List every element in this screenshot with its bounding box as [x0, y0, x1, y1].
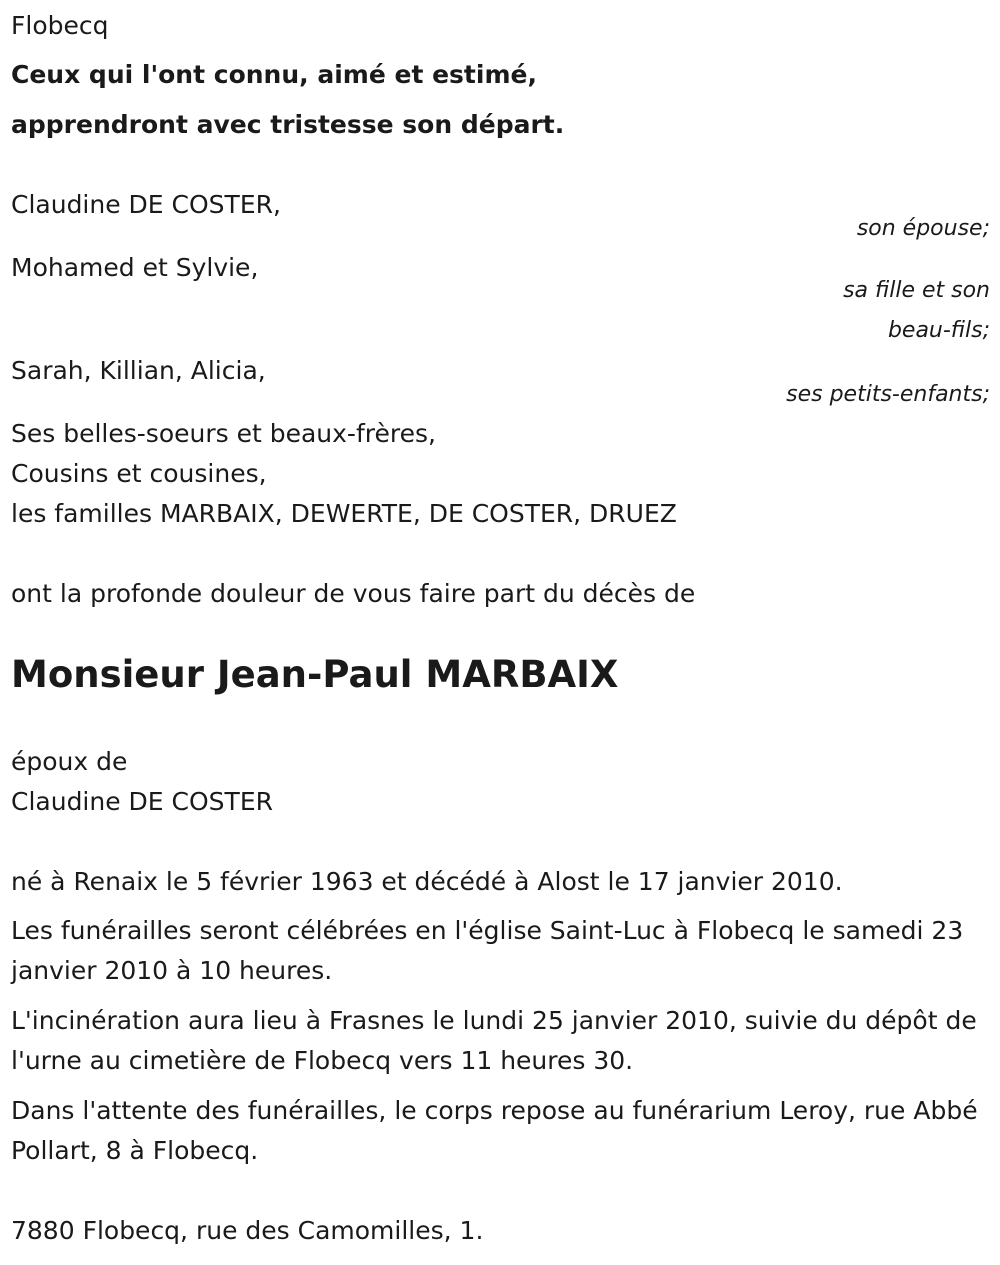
others-line-2: Cousins et cousines, — [11, 459, 267, 488]
deceased-name: Monsieur Jean-Paul MARBAIX — [11, 653, 619, 696]
address: 7880 Flobecq, rue des Camomilles, 1. — [11, 1216, 484, 1245]
cremation-info: L'incinération aura lieu à Frasnes le lundi 25 janvier 2010, suivie du dépôt de l'urne au cimetière de Flobecq vers 11 heures 30. — [11, 1006, 977, 1075]
relation-grandchildren: ses petits-enfants; — [786, 382, 990, 407]
spouse-name: Claudine DE COSTER — [11, 787, 273, 816]
announcement: ont la profonde douleur de vous faire part du décès de — [11, 579, 696, 608]
relation-spouse: son épouse; — [856, 216, 990, 241]
birth-death: né à Renaix le 5 février 1963 et décédé à Alost le 17 janvier 2010. — [11, 867, 843, 896]
spouse-intro: époux de — [11, 747, 128, 776]
funeral-info: Les funérailles seront célébrées en l'église Saint-Luc à Flobecq le samedi 23 janvier 2010 à 10 heures. — [11, 916, 964, 985]
others-line-3: les familles MARBAIX, DEWERTE, DE COSTER, DRUEZ — [11, 499, 677, 528]
relation-children-line-1: sa fille et son — [843, 278, 990, 303]
intro-line-2: apprendront avec tristesse son départ. — [11, 110, 565, 139]
others-line-1: Ses belles-soeurs et beaux-frères, — [11, 419, 436, 448]
viewing-info: Dans l'attente des funérailles, le corps repose au funérarium Leroy, rue Abbé Pollart, 8 à Flobecq. — [11, 1096, 978, 1165]
family-member-spouse: Claudine DE COSTER, — [11, 190, 281, 219]
intro-line-1: Ceux qui l'ont connu, aimé et estimé, — [11, 60, 537, 89]
family-member-grandchildren: Sarah, Killian, Alicia, — [11, 356, 266, 385]
relation-children-line-2: beau-fils; — [887, 318, 990, 343]
family-member-children: Mohamed et Sylvie, — [11, 253, 259, 282]
location: Flobecq — [11, 11, 109, 40]
